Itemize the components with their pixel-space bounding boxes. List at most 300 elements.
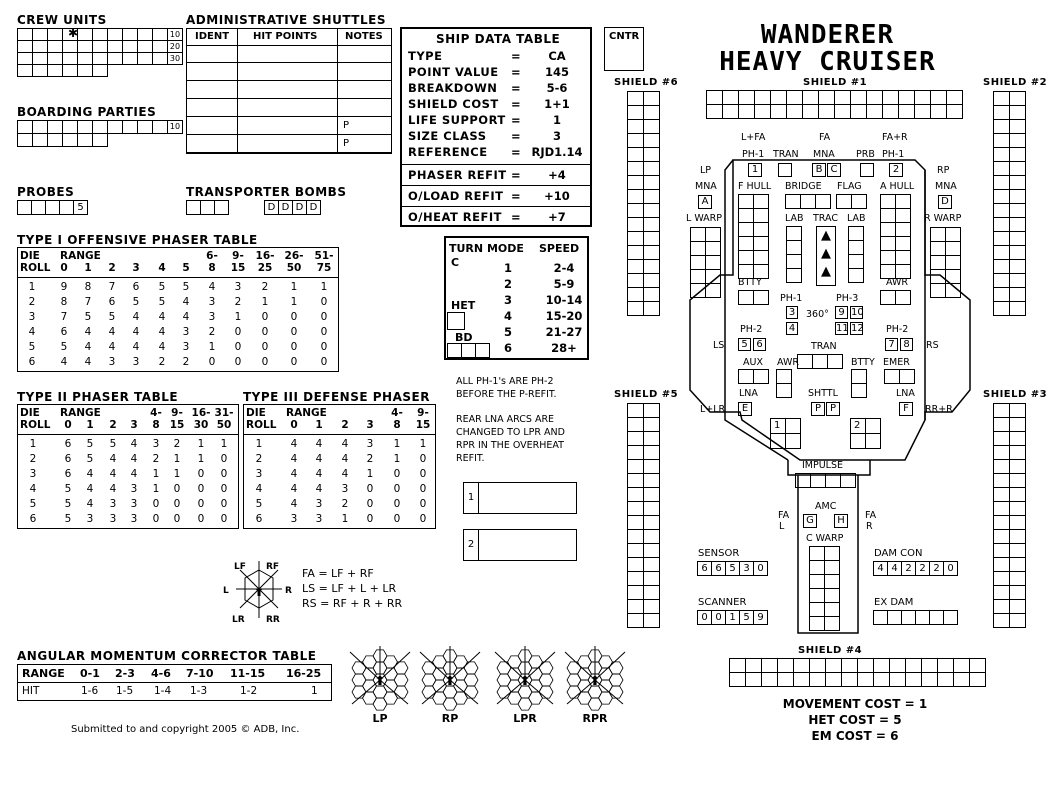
shield-box[interactable] [761, 658, 778, 673]
bridge-box[interactable] [815, 194, 831, 209]
ssd-box-boxP1[interactable]: P [811, 402, 825, 416]
lab-2-box[interactable] [848, 268, 864, 283]
shield-box[interactable] [1009, 403, 1026, 418]
ssd-box-boxB[interactable]: B [812, 163, 826, 177]
boarding-box[interactable] [77, 133, 93, 147]
shield-box[interactable] [1009, 133, 1026, 148]
boarding-box[interactable] [62, 133, 78, 147]
shield-box[interactable] [993, 203, 1010, 218]
scanner-box[interactable]: 1 [725, 610, 740, 625]
boarding-box[interactable] [107, 120, 123, 134]
ssd-box-b8[interactable]: 8 [900, 338, 913, 351]
shield-box[interactable] [786, 104, 803, 119]
shield-box[interactable] [834, 104, 851, 119]
shield-box[interactable] [873, 672, 890, 687]
lab-1-box[interactable] [786, 268, 802, 283]
f-hull-box[interactable] [753, 250, 769, 265]
shield-box[interactable] [777, 658, 794, 673]
crew-box[interactable] [152, 52, 168, 65]
shield-box[interactable] [643, 473, 660, 488]
shield-box[interactable] [729, 672, 746, 687]
shield-box[interactable] [643, 529, 660, 544]
emer-box[interactable] [899, 369, 915, 384]
bridge-box[interactable] [800, 194, 816, 209]
shield-box[interactable] [905, 658, 922, 673]
shuttle-bay-box[interactable] [785, 418, 801, 434]
shield-box[interactable] [761, 672, 778, 687]
boarding-box[interactable] [122, 120, 138, 134]
shield-box[interactable] [1009, 203, 1026, 218]
tran-2-box[interactable] [797, 354, 813, 369]
l-warp-box[interactable] [690, 241, 706, 256]
lab-1-box[interactable] [786, 240, 802, 255]
shield-box[interactable] [889, 672, 906, 687]
l-warp-box[interactable] [705, 283, 721, 298]
shield-box[interactable] [627, 417, 644, 432]
shield-box[interactable] [793, 658, 810, 673]
shield-box[interactable] [793, 672, 810, 687]
a-hull-box[interactable] [895, 222, 911, 237]
boarding-box[interactable] [17, 133, 33, 147]
sensor-box[interactable]: 6 [697, 561, 712, 576]
crew-box[interactable] [107, 52, 123, 65]
shield-box[interactable] [993, 245, 1010, 260]
shield-box[interactable] [1009, 245, 1026, 260]
ssd-box-boxP2[interactable]: P [826, 402, 840, 416]
shield-box[interactable] [937, 672, 954, 687]
shield-box[interactable] [643, 487, 660, 502]
shield-box[interactable] [1009, 189, 1026, 204]
l-warp-box[interactable] [705, 255, 721, 270]
shield-box[interactable] [993, 417, 1010, 432]
crew-box[interactable] [32, 64, 48, 77]
shield-box[interactable] [905, 672, 922, 687]
shield-box[interactable] [627, 459, 644, 474]
r-warp-box[interactable] [945, 255, 961, 270]
shield-box[interactable] [914, 90, 931, 105]
shield-box[interactable] [722, 90, 739, 105]
shield-box[interactable] [1009, 119, 1026, 134]
c-warp-box[interactable] [824, 574, 840, 589]
drone-rack-2[interactable] [463, 529, 577, 561]
shield-box[interactable] [841, 672, 858, 687]
ssd-box-b11[interactable]: 11 [836, 323, 849, 334]
shield-box[interactable] [627, 217, 644, 232]
f-hull-box[interactable] [753, 222, 769, 237]
shield-box[interactable] [627, 161, 644, 176]
shield-box[interactable] [1009, 599, 1026, 614]
c-warp-box[interactable] [824, 588, 840, 603]
r-warp-box[interactable] [945, 241, 961, 256]
shield-box[interactable] [993, 529, 1010, 544]
shield-box[interactable] [1009, 91, 1026, 106]
r-warp-box[interactable] [930, 241, 946, 256]
shield-box[interactable] [643, 203, 660, 218]
shield-box[interactable] [850, 104, 867, 119]
shield-box[interactable] [1009, 473, 1026, 488]
shield-box[interactable] [627, 403, 644, 418]
shield-box[interactable] [745, 672, 762, 687]
shield-box[interactable] [643, 231, 660, 246]
shield-box[interactable] [1009, 287, 1026, 302]
probes-track[interactable] [18, 201, 88, 215]
f-hull-box[interactable] [738, 236, 754, 251]
shield-box[interactable] [643, 259, 660, 274]
shield-box[interactable] [834, 90, 851, 105]
shield-box[interactable] [627, 529, 644, 544]
shield-box[interactable] [627, 273, 644, 288]
f-hull-box[interactable] [738, 250, 754, 265]
tran-2-box[interactable] [827, 354, 843, 369]
boarding-box[interactable] [62, 120, 78, 134]
shield-box[interactable] [643, 273, 660, 288]
boarding-box[interactable] [47, 133, 63, 147]
btty-1-box[interactable] [753, 290, 769, 305]
shield-box[interactable] [1009, 273, 1026, 288]
shield-box[interactable] [754, 104, 771, 119]
a-hull-box[interactable] [880, 222, 896, 237]
r-warp-box[interactable] [930, 269, 946, 284]
aux-box[interactable] [738, 369, 754, 384]
shield-box[interactable] [809, 672, 826, 687]
shield-box[interactable] [1009, 105, 1026, 120]
shield-box[interactable] [627, 259, 644, 274]
sensor-box[interactable]: 5 [725, 561, 740, 576]
btty-2-box[interactable] [851, 369, 867, 384]
flag-box[interactable] [836, 194, 852, 209]
f-hull-box[interactable] [738, 264, 754, 279]
tractor-icon[interactable]: ▲ ▲ ▲ [816, 226, 836, 286]
shield-box[interactable] [921, 672, 938, 687]
damcon-box[interactable]: 4 [887, 561, 902, 576]
shield-box[interactable] [643, 161, 660, 176]
shield-box[interactable] [627, 473, 644, 488]
ssd-box-b12[interactable]: 12 [851, 323, 864, 334]
shield-box[interactable] [1009, 301, 1026, 316]
tbomb-d-2[interactable]: D [278, 200, 293, 215]
boarding-box[interactable] [32, 133, 48, 147]
c-warp-box[interactable] [824, 560, 840, 575]
shield-box[interactable] [841, 658, 858, 673]
crew-box[interactable] [137, 52, 153, 65]
shield-box[interactable] [643, 599, 660, 614]
c-warp-box[interactable] [809, 546, 825, 561]
a-hull-box[interactable] [895, 208, 911, 223]
shield-box[interactable] [993, 105, 1010, 120]
shield-box[interactable] [993, 487, 1010, 502]
shield-box[interactable] [850, 90, 867, 105]
ssd-box-b4[interactable]: 4 [786, 322, 798, 335]
r-warp-box[interactable] [945, 227, 961, 242]
shield-box[interactable] [786, 90, 803, 105]
shield-box[interactable] [643, 557, 660, 572]
shield-box[interactable] [889, 658, 906, 673]
sensor-track[interactable] [698, 562, 768, 576]
shield-box[interactable] [627, 571, 644, 586]
shield-box[interactable] [993, 403, 1010, 418]
drone-rack-1[interactable] [463, 482, 577, 514]
scanner-box[interactable]: 0 [697, 610, 712, 625]
shield-box[interactable] [627, 431, 644, 446]
lab-1-box[interactable] [786, 254, 802, 269]
damcon-box[interactable]: 2 [929, 561, 944, 576]
shield-box[interactable] [993, 557, 1010, 572]
damcon-box[interactable]: 0 [943, 561, 958, 576]
shield-box[interactable] [627, 133, 644, 148]
exdam-box[interactable] [915, 610, 930, 625]
lab-2-box[interactable] [848, 254, 864, 269]
ssd-box-boxF[interactable]: F [899, 402, 913, 416]
sensor-box[interactable]: 0 [753, 561, 768, 576]
crew-box[interactable] [92, 64, 108, 77]
shield-box[interactable] [627, 245, 644, 260]
f-hull-box[interactable] [753, 236, 769, 251]
exdam-box[interactable] [887, 610, 902, 625]
c-warp-box[interactable] [824, 546, 840, 561]
c-warp-box[interactable] [809, 574, 825, 589]
f-hull-box[interactable] [738, 222, 754, 237]
a-hull-box[interactable] [880, 194, 896, 209]
crew-box[interactable] [47, 64, 63, 77]
shield-box[interactable] [1009, 613, 1026, 628]
c-warp-box[interactable] [809, 560, 825, 575]
aux-box[interactable] [753, 369, 769, 384]
crew-box[interactable] [122, 52, 138, 65]
exdam-track[interactable] [874, 611, 958, 625]
shield-box[interactable] [969, 672, 986, 687]
shield-box[interactable] [1009, 175, 1026, 190]
shield-box[interactable] [921, 658, 938, 673]
shield-box[interactable] [857, 672, 874, 687]
shield-box[interactable] [643, 133, 660, 148]
shield-box[interactable] [643, 287, 660, 302]
flag-box[interactable] [851, 194, 867, 209]
boarding-box[interactable] [77, 120, 93, 134]
shield-box[interactable] [993, 431, 1010, 446]
ssd-box-b9[interactable]: 9 [835, 306, 848, 319]
l-warp-box[interactable] [705, 241, 721, 256]
shield-box[interactable] [866, 90, 883, 105]
shield-box[interactable] [643, 245, 660, 260]
tbomb-d-4[interactable]: D [306, 200, 321, 215]
c-warp-box[interactable] [824, 602, 840, 617]
shield-box[interactable] [627, 501, 644, 516]
shield-box[interactable] [627, 585, 644, 600]
shield-box[interactable] [770, 104, 787, 119]
shield-box[interactable] [866, 104, 883, 119]
shield-box[interactable] [993, 613, 1010, 628]
boarding-box[interactable] [92, 120, 108, 134]
shield-box[interactable] [809, 658, 826, 673]
ssd-box-boxD[interactable]: D [938, 195, 952, 209]
shield-box[interactable] [643, 119, 660, 134]
scanner-box[interactable]: 5 [739, 610, 754, 625]
shield-box[interactable] [643, 431, 660, 446]
a-hull-box[interactable] [895, 194, 911, 209]
boarding-box[interactable] [17, 120, 33, 134]
shield-box[interactable] [627, 175, 644, 190]
shield-box[interactable] [627, 119, 644, 134]
shield-box[interactable] [930, 104, 947, 119]
emer-box[interactable] [884, 369, 900, 384]
a-hull-box[interactable] [880, 236, 896, 251]
shield-box[interactable] [643, 571, 660, 586]
shield-box[interactable] [993, 175, 1010, 190]
boarding-box[interactable] [47, 120, 63, 134]
awr-1-box[interactable] [880, 290, 896, 305]
impulse-box[interactable] [795, 473, 811, 488]
lab-2-box[interactable] [848, 226, 864, 241]
shield-box[interactable] [643, 613, 660, 628]
shield-box[interactable] [802, 90, 819, 105]
ssd-box-b6[interactable]: 6 [753, 338, 766, 351]
shield-box[interactable] [993, 571, 1010, 586]
tbombs-dummies[interactable] [265, 201, 321, 215]
shield-box[interactable] [1009, 487, 1026, 502]
shield-box[interactable] [993, 231, 1010, 246]
shield-box[interactable] [627, 231, 644, 246]
ssd-box-boxH[interactable]: H [834, 514, 848, 528]
a-hull-box[interactable] [895, 264, 911, 279]
f-hull-box[interactable] [753, 194, 769, 209]
shield-box[interactable] [993, 147, 1010, 162]
boarding-box[interactable] [152, 120, 168, 134]
shield-box[interactable] [627, 599, 644, 614]
shield-box[interactable] [993, 599, 1010, 614]
shield-box[interactable] [1009, 147, 1026, 162]
shield-box[interactable] [627, 189, 644, 204]
shield-box[interactable] [729, 658, 746, 673]
shield-box[interactable] [627, 203, 644, 218]
f-hull-box[interactable] [738, 194, 754, 209]
ssd-box-boxA[interactable]: A [698, 195, 712, 209]
shield-box[interactable] [627, 543, 644, 558]
shield-box[interactable] [643, 175, 660, 190]
shield-box[interactable] [993, 543, 1010, 558]
damcon-box[interactable]: 4 [873, 561, 888, 576]
tbombs-boxes[interactable] [187, 201, 229, 215]
ssd-box-boxE[interactable]: E [738, 402, 752, 416]
shield-box[interactable] [825, 672, 842, 687]
shield-box[interactable] [993, 515, 1010, 530]
ssd-box-box2[interactable]: 2 [889, 163, 903, 177]
c-warp-box[interactable] [809, 602, 825, 617]
shield-box[interactable] [1009, 161, 1026, 176]
c-warp-box[interactable] [809, 616, 825, 631]
shield-box[interactable] [1009, 459, 1026, 474]
f-hull-box[interactable] [738, 208, 754, 223]
a-hull-box[interactable] [895, 250, 911, 265]
shield-box[interactable] [1009, 217, 1026, 232]
shield-box[interactable] [627, 147, 644, 162]
shield-box[interactable] [882, 90, 899, 105]
shield-box[interactable] [1009, 445, 1026, 460]
shield-box[interactable] [882, 104, 899, 119]
shield-box[interactable] [627, 557, 644, 572]
shield-box[interactable] [643, 105, 660, 120]
shield-box[interactable] [777, 672, 794, 687]
ssd-box-blank[interactable] [860, 163, 874, 177]
a-hull-box[interactable] [895, 236, 911, 251]
ssd-box-box1[interactable]: 1 [748, 163, 762, 177]
r-warp-box[interactable] [945, 269, 961, 284]
l-warp-box[interactable] [705, 269, 721, 284]
sensor-box[interactable]: 6 [711, 561, 726, 576]
shield-box[interactable] [825, 658, 842, 673]
shield-box[interactable] [627, 287, 644, 302]
shield-box[interactable] [930, 90, 947, 105]
shield-box[interactable] [643, 515, 660, 530]
shield-box[interactable] [993, 189, 1010, 204]
shield-box[interactable] [993, 473, 1010, 488]
damcon-track[interactable] [874, 562, 958, 576]
l-warp-box[interactable] [690, 269, 706, 284]
ssd-box-b3[interactable]: 3 [786, 306, 798, 319]
shuttle-bay-box[interactable] [785, 433, 801, 449]
ssd-box-blank[interactable] [778, 163, 792, 177]
scanner-box[interactable]: 9 [753, 610, 768, 625]
lab-2-box[interactable] [848, 240, 864, 255]
crew-box[interactable] [77, 64, 93, 77]
shield-box[interactable] [1009, 501, 1026, 516]
shield-box[interactable] [627, 301, 644, 316]
r-warp-box[interactable] [930, 255, 946, 270]
exdam-box[interactable] [873, 610, 888, 625]
shield-box[interactable] [857, 658, 874, 673]
shield-box[interactable] [993, 161, 1010, 176]
shield-box[interactable] [993, 119, 1010, 134]
sensor-box[interactable]: 3 [739, 561, 754, 576]
het-box[interactable] [447, 312, 465, 330]
shield-box[interactable] [738, 104, 755, 119]
crew-box[interactable] [62, 64, 78, 77]
shield-box[interactable] [914, 104, 931, 119]
shield-box[interactable] [1009, 431, 1026, 446]
shuttle-bay-box[interactable] [865, 418, 881, 434]
r-warp-box[interactable] [930, 227, 946, 242]
shield-box[interactable] [1009, 585, 1026, 600]
shield-box[interactable] [993, 133, 1010, 148]
shield-box[interactable] [643, 91, 660, 106]
shield-box[interactable] [937, 658, 954, 673]
shield-box[interactable] [993, 273, 1010, 288]
shield-box[interactable] [643, 417, 660, 432]
shield-box[interactable] [1009, 231, 1026, 246]
shield-box[interactable] [627, 445, 644, 460]
shield-box[interactable] [627, 105, 644, 120]
impulse-box[interactable] [825, 473, 841, 488]
shield-box[interactable] [953, 658, 970, 673]
awr-2-box[interactable] [776, 383, 792, 398]
shield-box[interactable] [770, 90, 787, 105]
shield-box[interactable] [1009, 543, 1026, 558]
btty-2-box[interactable] [851, 383, 867, 398]
shield-box[interactable] [993, 459, 1010, 474]
f-hull-box[interactable] [753, 264, 769, 279]
awr-2-box[interactable] [776, 369, 792, 384]
shield-box[interactable] [1009, 417, 1026, 432]
bridge-box[interactable] [785, 194, 801, 209]
shield-box[interactable] [818, 104, 835, 119]
l-warp-box[interactable] [690, 283, 706, 298]
a-hull-box[interactable] [880, 250, 896, 265]
bd-boxes[interactable] [448, 344, 490, 358]
shield-box[interactable] [993, 501, 1010, 516]
shield-box[interactable] [873, 658, 890, 673]
c-warp-box[interactable] [809, 588, 825, 603]
damcon-box[interactable]: 2 [901, 561, 916, 576]
shield-box[interactable] [898, 104, 915, 119]
